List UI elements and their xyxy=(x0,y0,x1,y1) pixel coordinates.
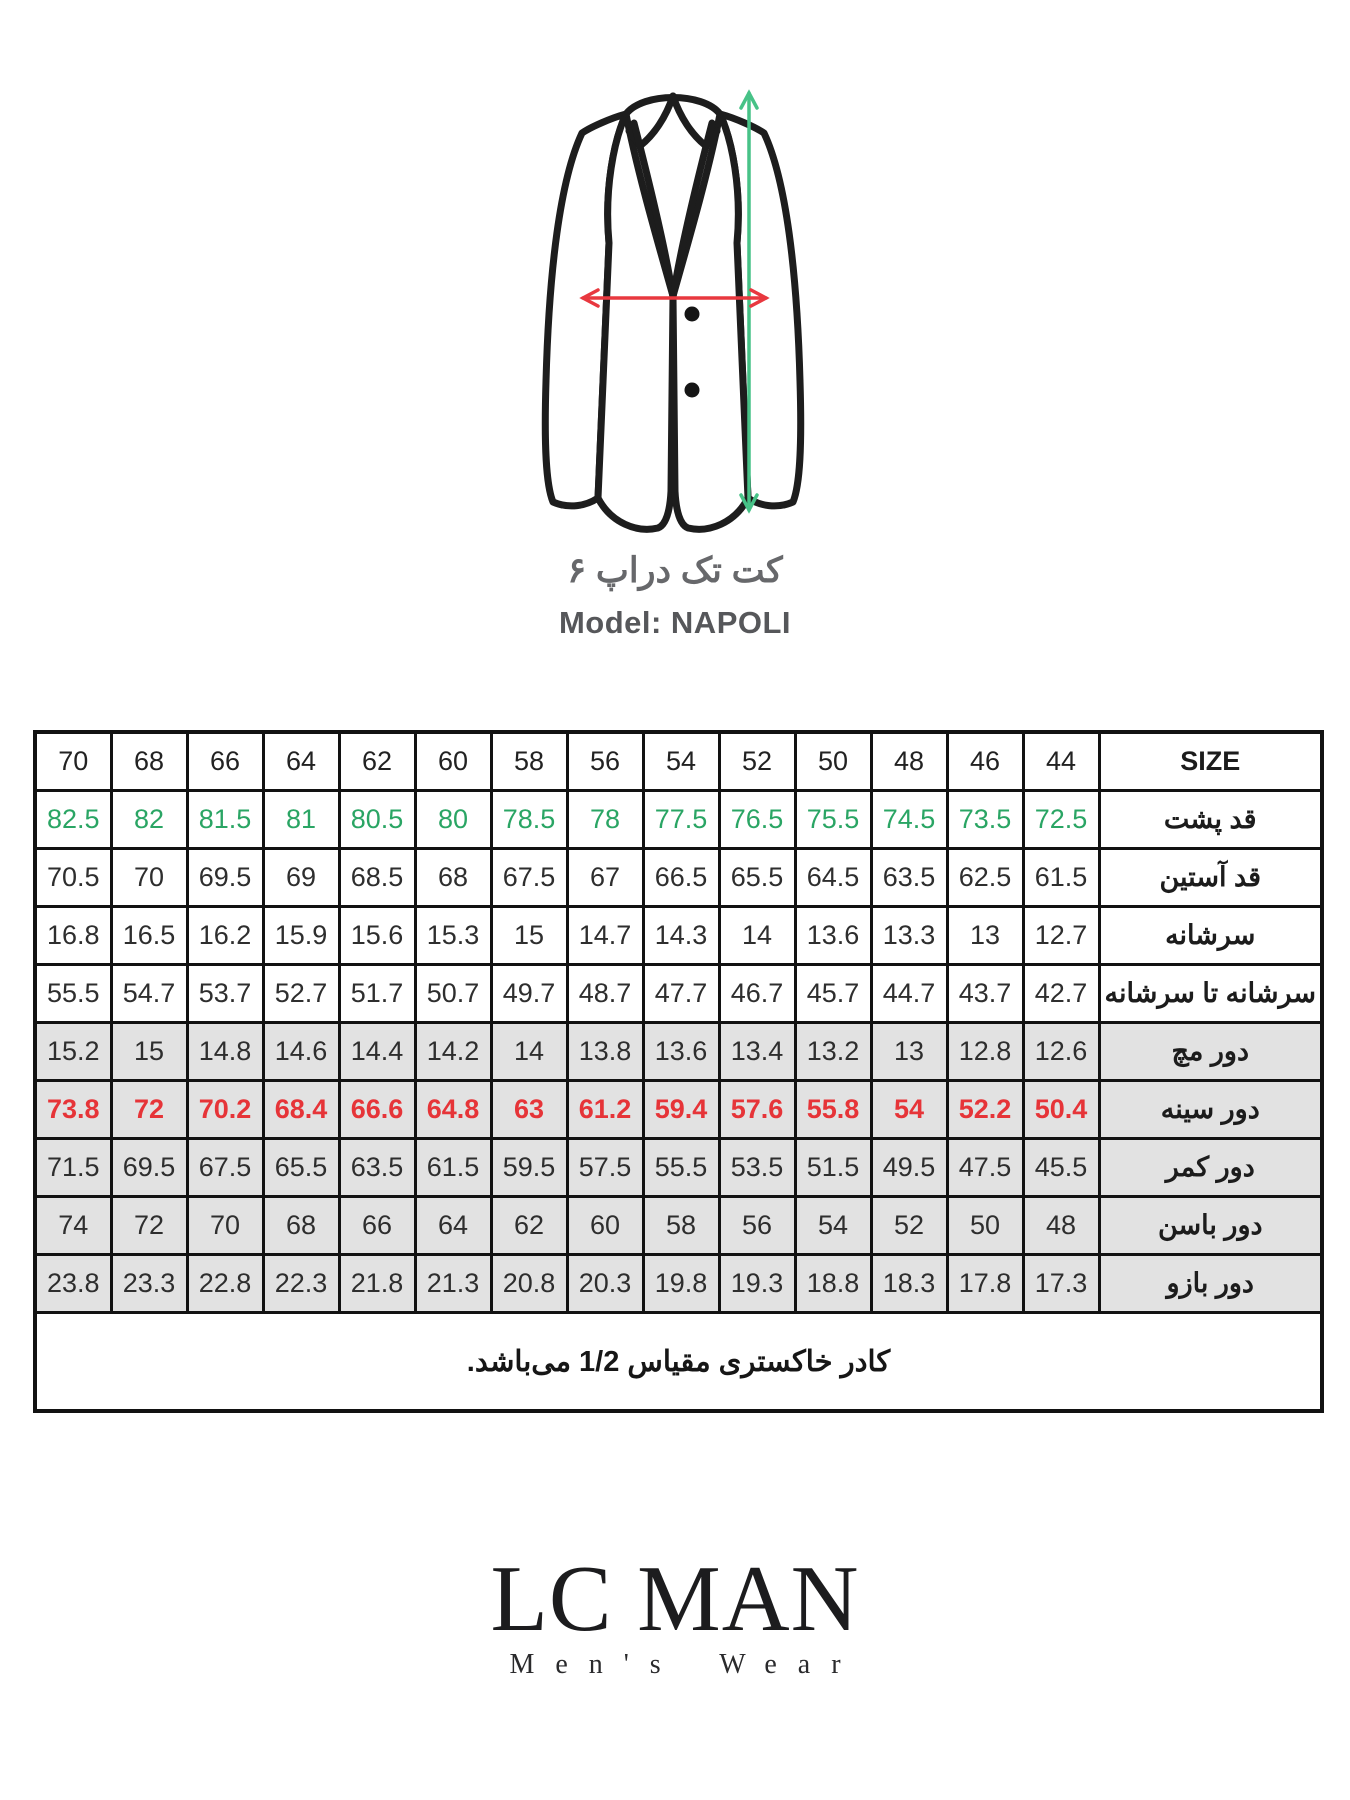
size-value-cell: 13.8 xyxy=(567,1023,643,1081)
size-value-cell: 57.6 xyxy=(719,1081,795,1139)
size-value-cell: 68.4 xyxy=(263,1081,339,1139)
size-value-cell: 63 xyxy=(491,1081,567,1139)
size-value-cell: 13.3 xyxy=(871,907,947,965)
size-value-cell: 14.8 xyxy=(187,1023,263,1081)
row-label-cell: قد پشت xyxy=(1099,791,1322,849)
size-value-cell: 19.8 xyxy=(643,1255,719,1313)
size-value-cell: 22.8 xyxy=(187,1255,263,1313)
size-value-cell: 59.4 xyxy=(643,1081,719,1139)
scale-note: کادر خاکستری مقیاس 1/2 می‌باشد. xyxy=(35,1313,1322,1412)
size-value-cell: 70 xyxy=(187,1197,263,1255)
size-value-cell: 68.5 xyxy=(339,849,415,907)
size-value-cell: 72 xyxy=(111,1197,187,1255)
size-value-cell: 50.7 xyxy=(415,965,491,1023)
size-header-cell: 54 xyxy=(643,732,719,791)
size-value-cell: 77.5 xyxy=(643,791,719,849)
size-value-cell: 51.7 xyxy=(339,965,415,1023)
size-value-cell: 13 xyxy=(871,1023,947,1081)
size-value-cell: 80 xyxy=(415,791,491,849)
size-value-cell: 70.2 xyxy=(187,1081,263,1139)
size-value-cell: 68 xyxy=(415,849,491,907)
size-value-cell: 62.5 xyxy=(947,849,1023,907)
size-value-cell: 57.5 xyxy=(567,1139,643,1197)
size-value-cell: 23.8 xyxy=(35,1255,111,1313)
size-value-cell: 15 xyxy=(111,1023,187,1081)
size-value-cell: 48.7 xyxy=(567,965,643,1023)
size-value-cell: 72 xyxy=(111,1081,187,1139)
size-value-cell: 14.7 xyxy=(567,907,643,965)
row-label-cell: دور سینه xyxy=(1099,1081,1322,1139)
size-value-cell: 17.3 xyxy=(1023,1255,1099,1313)
size-value-cell: 69 xyxy=(263,849,339,907)
size-header-cell: 66 xyxy=(187,732,263,791)
size-value-cell: 52 xyxy=(871,1197,947,1255)
size-value-cell: 20.3 xyxy=(567,1255,643,1313)
size-value-cell: 80.5 xyxy=(339,791,415,849)
size-value-cell: 55.5 xyxy=(643,1139,719,1197)
size-value-cell: 70.5 xyxy=(35,849,111,907)
size-value-cell: 73.5 xyxy=(947,791,1023,849)
row-label-cell: سرشانه تا سرشانه xyxy=(1099,965,1322,1023)
size-table xyxy=(33,730,1324,1413)
size-value-cell: 16.8 xyxy=(35,907,111,965)
size-value-cell: 82.5 xyxy=(35,791,111,849)
size-value-cell: 74.5 xyxy=(871,791,947,849)
size-column-title: SIZE xyxy=(1099,732,1322,791)
size-value-cell: 43.7 xyxy=(947,965,1023,1023)
size-value-cell: 42.7 xyxy=(1023,965,1099,1023)
row-label-cell: دور مچ xyxy=(1099,1023,1322,1081)
size-header-cell: 52 xyxy=(719,732,795,791)
size-value-cell: 62 xyxy=(491,1197,567,1255)
size-value-cell: 13.6 xyxy=(795,907,871,965)
size-value-cell: 47.5 xyxy=(947,1139,1023,1197)
size-value-cell: 54 xyxy=(871,1081,947,1139)
size-value-cell: 16.2 xyxy=(187,907,263,965)
product-title: کت تک دراپ ۶ xyxy=(567,551,783,590)
size-value-cell: 53.5 xyxy=(719,1139,795,1197)
size-value-cell: 18.8 xyxy=(795,1255,871,1313)
size-value-cell: 69.5 xyxy=(111,1139,187,1197)
size-value-cell: 21.3 xyxy=(415,1255,491,1313)
brand-tagline: Men's Wear xyxy=(509,1649,862,1680)
size-header-cell: 46 xyxy=(947,732,1023,791)
size-value-cell: 15.6 xyxy=(339,907,415,965)
size-value-cell: 44.7 xyxy=(871,965,947,1023)
size-value-cell: 69.5 xyxy=(187,849,263,907)
size-header-cell: 62 xyxy=(339,732,415,791)
size-value-cell: 20.8 xyxy=(491,1255,567,1313)
size-value-cell: 47.7 xyxy=(643,965,719,1023)
size-value-cell: 81 xyxy=(263,791,339,849)
size-value-cell: 16.5 xyxy=(111,907,187,965)
size-value-cell: 15.3 xyxy=(415,907,491,965)
size-value-cell: 67.5 xyxy=(491,849,567,907)
size-value-cell: 53.7 xyxy=(187,965,263,1023)
size-value-cell: 55.5 xyxy=(35,965,111,1023)
row-label-cell: دور کمر xyxy=(1099,1139,1322,1197)
size-value-cell: 63.5 xyxy=(871,849,947,907)
brand-logo: LC MAN xyxy=(490,1547,860,1651)
size-value-cell: 64 xyxy=(415,1197,491,1255)
row-label-cell: سرشانه xyxy=(1099,907,1322,965)
size-value-cell: 14.2 xyxy=(415,1023,491,1081)
size-value-cell: 45.5 xyxy=(1023,1139,1099,1197)
size-value-cell: 61.5 xyxy=(415,1139,491,1197)
size-header-cell: 64 xyxy=(263,732,339,791)
size-value-cell: 81.5 xyxy=(187,791,263,849)
size-value-cell: 14.3 xyxy=(643,907,719,965)
size-value-cell: 13.2 xyxy=(795,1023,871,1081)
size-value-cell: 21.8 xyxy=(339,1255,415,1313)
size-value-cell: 64.5 xyxy=(795,849,871,907)
size-value-cell: 48 xyxy=(1023,1197,1099,1255)
row-label-cell: دور بازو xyxy=(1099,1255,1322,1313)
size-header-cell: 44 xyxy=(1023,732,1099,791)
size-value-cell: 75.5 xyxy=(795,791,871,849)
size-value-cell: 54 xyxy=(795,1197,871,1255)
size-header-cell: 60 xyxy=(415,732,491,791)
size-value-cell: 13 xyxy=(947,907,1023,965)
size-value-cell: 72.5 xyxy=(1023,791,1099,849)
size-value-cell: 60 xyxy=(567,1197,643,1255)
model-name: Model: NAPOLI xyxy=(558,605,792,640)
size-value-cell: 14.4 xyxy=(339,1023,415,1081)
size-value-cell: 66.6 xyxy=(339,1081,415,1139)
size-value-cell: 17.8 xyxy=(947,1255,1023,1313)
size-value-cell: 66.5 xyxy=(643,849,719,907)
size-header-cell: 58 xyxy=(491,732,567,791)
size-value-cell: 12.8 xyxy=(947,1023,1023,1081)
size-value-cell: 58 xyxy=(643,1197,719,1255)
size-value-cell: 52.2 xyxy=(947,1081,1023,1139)
size-value-cell: 70 xyxy=(111,849,187,907)
size-value-cell: 61.2 xyxy=(567,1081,643,1139)
size-value-cell: 73.8 xyxy=(35,1081,111,1139)
size-value-cell: 14 xyxy=(719,907,795,965)
size-value-cell: 49.5 xyxy=(871,1139,947,1197)
size-value-cell: 12.6 xyxy=(1023,1023,1099,1081)
size-value-cell: 22.3 xyxy=(263,1255,339,1313)
size-header-cell: 56 xyxy=(567,732,643,791)
size-value-cell: 82 xyxy=(111,791,187,849)
size-value-cell: 45.7 xyxy=(795,965,871,1023)
jacket-diagram xyxy=(523,83,823,548)
size-header-cell: 50 xyxy=(795,732,871,791)
size-value-cell: 18.3 xyxy=(871,1255,947,1313)
row-label-cell: قد آستین xyxy=(1099,849,1322,907)
size-value-cell: 50.4 xyxy=(1023,1081,1099,1139)
size-value-cell: 68 xyxy=(263,1197,339,1255)
size-value-cell: 56 xyxy=(719,1197,795,1255)
size-value-cell: 51.5 xyxy=(795,1139,871,1197)
size-value-cell: 64.8 xyxy=(415,1081,491,1139)
size-value-cell: 78.5 xyxy=(491,791,567,849)
size-value-cell: 63.5 xyxy=(339,1139,415,1197)
row-label-cell: دور باسن xyxy=(1099,1197,1322,1255)
size-value-cell: 15.2 xyxy=(35,1023,111,1081)
size-value-cell: 19.3 xyxy=(719,1255,795,1313)
size-value-cell: 78 xyxy=(567,791,643,849)
size-value-cell: 67.5 xyxy=(187,1139,263,1197)
size-value-cell: 67 xyxy=(567,849,643,907)
size-value-cell: 15.9 xyxy=(263,907,339,965)
size-value-cell: 76.5 xyxy=(719,791,795,849)
size-value-cell: 23.3 xyxy=(111,1255,187,1313)
size-header-cell: 68 xyxy=(111,732,187,791)
size-value-cell: 50 xyxy=(947,1197,1023,1255)
size-value-cell: 13.4 xyxy=(719,1023,795,1081)
size-value-cell: 65.5 xyxy=(263,1139,339,1197)
size-header-cell: 48 xyxy=(871,732,947,791)
size-value-cell: 61.5 xyxy=(1023,849,1099,907)
size-value-cell: 55.8 xyxy=(795,1081,871,1139)
size-value-cell: 52.7 xyxy=(263,965,339,1023)
size-value-cell: 74 xyxy=(35,1197,111,1255)
size-value-cell: 14 xyxy=(491,1023,567,1081)
size-value-cell: 54.7 xyxy=(111,965,187,1023)
size-value-cell: 13.6 xyxy=(643,1023,719,1081)
size-value-cell: 65.5 xyxy=(719,849,795,907)
size-value-cell: 46.7 xyxy=(719,965,795,1023)
size-header-cell: 70 xyxy=(35,732,111,791)
size-value-cell: 71.5 xyxy=(35,1139,111,1197)
size-value-cell: 12.7 xyxy=(1023,907,1099,965)
size-value-cell: 59.5 xyxy=(491,1139,567,1197)
size-value-cell: 15 xyxy=(491,907,567,965)
size-value-cell: 14.6 xyxy=(263,1023,339,1081)
size-value-cell: 49.7 xyxy=(491,965,567,1023)
size-value-cell: 66 xyxy=(339,1197,415,1255)
